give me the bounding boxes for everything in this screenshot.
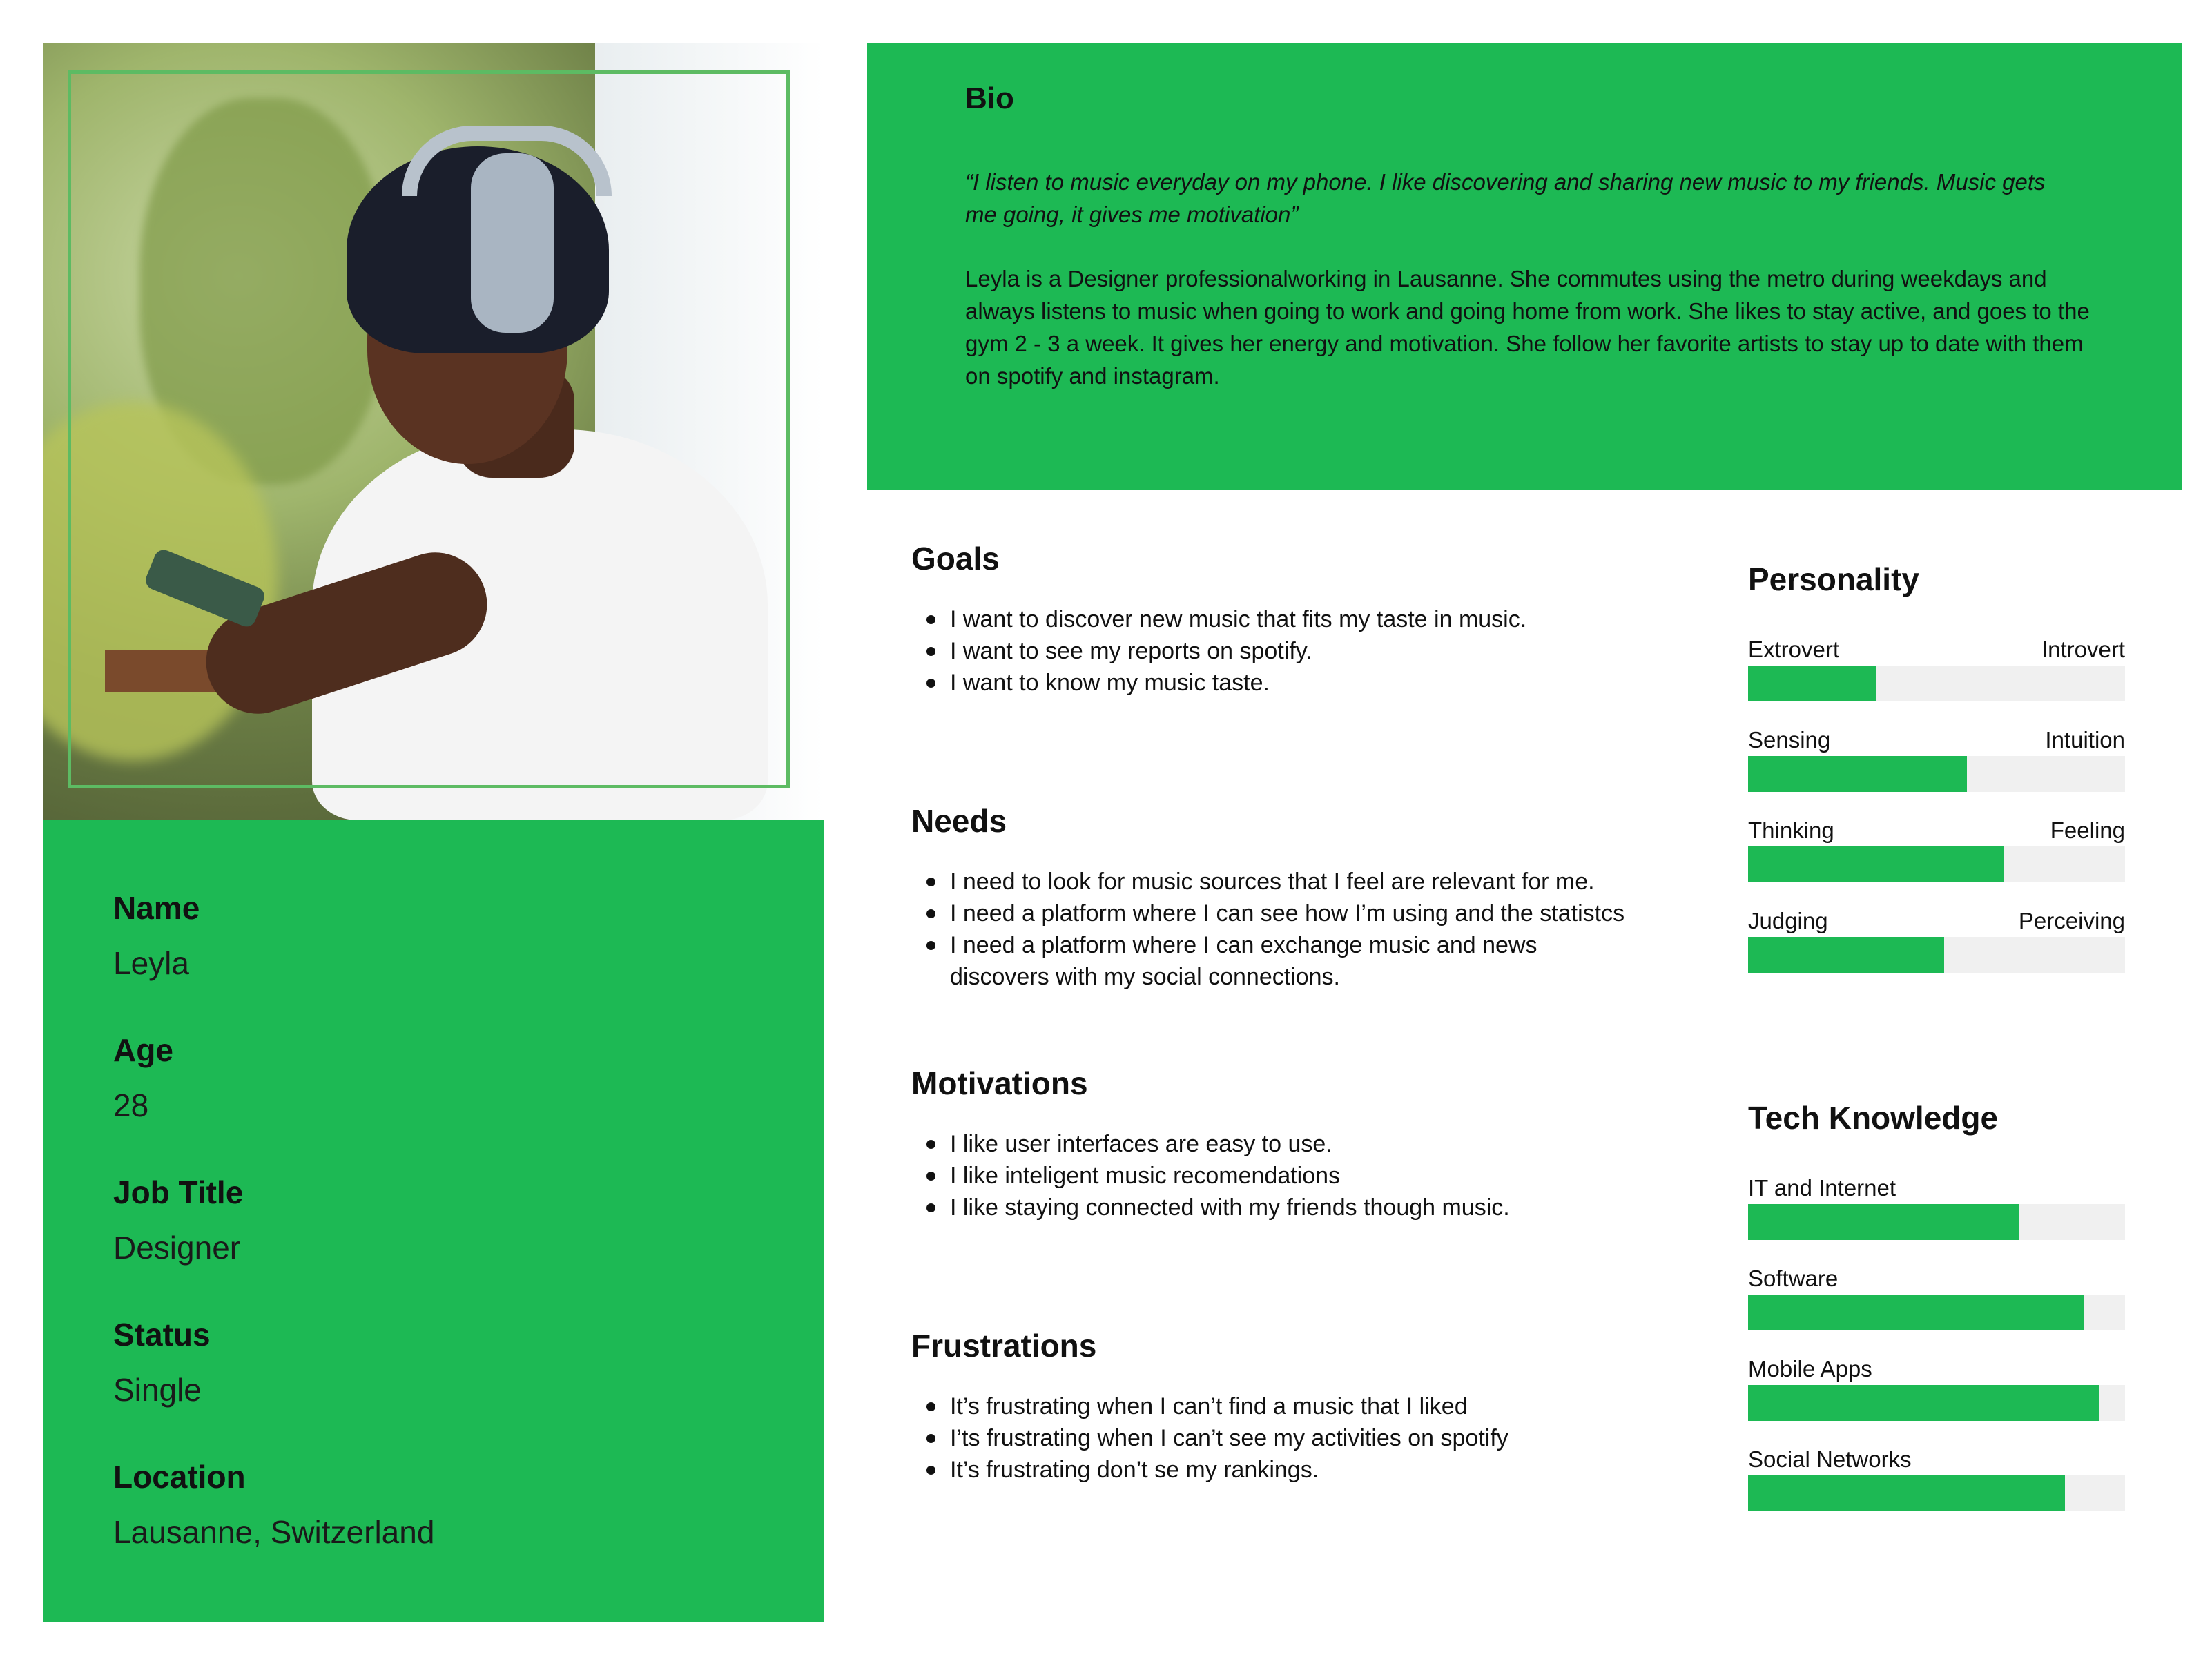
- photo-frame: [68, 70, 790, 788]
- status-label: Status: [113, 1317, 211, 1353]
- skill-bar-track: [1748, 1385, 2125, 1421]
- frustrations-title: Frustrations: [911, 1328, 1097, 1364]
- tech-skill-social-networks: [1748, 1445, 2125, 1511]
- trait-bar-fill: [1748, 937, 1944, 973]
- list-item: I like staying connected with my friends though music.: [950, 1192, 1709, 1223]
- trait-bar-fill: [1748, 846, 2004, 882]
- skill-bar-track: [1748, 1475, 2125, 1511]
- trait-bar-fill: [1748, 666, 1876, 701]
- job-title-label: Job Title: [113, 1174, 244, 1210]
- skill-label: Mobile Apps: [1748, 1356, 1872, 1382]
- personality-trait-sensing: [1748, 726, 2125, 792]
- age-value: 28: [113, 1087, 149, 1123]
- skill-bar-fill: [1748, 1385, 2099, 1421]
- list-item: It’s frustrating when I can’t find a music that I liked: [950, 1390, 1709, 1422]
- list-item: I like user interfaces are easy to use.: [950, 1128, 1709, 1160]
- motivations-list: [925, 1128, 1709, 1223]
- bio-quote: “I listen to music everyday on my phone. I like discovering and sharing new music to my friends. Music gets me going, it gives me motivation”: [965, 169, 2046, 227]
- list-item: I want to know my music taste.: [950, 667, 1709, 699]
- tech-skill-software: [1748, 1264, 2125, 1330]
- trait-bar-fill: [1748, 756, 1967, 792]
- tech-knowledge-title: Tech Knowledge: [1748, 1100, 1999, 1136]
- trait-bar-track: [1748, 937, 2125, 973]
- location-label: Location: [113, 1459, 246, 1495]
- trait-right-label: Introvert: [2041, 637, 2125, 662]
- skill-bar-fill: [1748, 1295, 2084, 1330]
- personality-title: Personality: [1748, 561, 1919, 597]
- goals-title: Goals: [911, 541, 1000, 576]
- bio-panel: [867, 43, 2182, 490]
- trait-right-label: Feeling: [2050, 817, 2125, 843]
- skill-bar-fill: [1748, 1475, 2065, 1511]
- motivations-title: Motivations: [911, 1065, 1088, 1101]
- age-label: Age: [113, 1032, 173, 1068]
- needs-title: Needs: [911, 803, 1007, 839]
- list-item: I need a platform where I can see how I’m using and the statistcs: [950, 898, 1709, 929]
- list-item: I need to look for music sources that I feel are relevant for me.: [950, 866, 1709, 898]
- bio-text: Leyla is a Designer professionalworking in Lausanne. She commutes using the metro during weekdays and always listens to music when going to work and going home from work. She likes to stay active, and goes to the gym 2 - 3 a week. It gives her energy and motivation. She follow her favorite artists to stay up to date with them on spotify and instagram.: [965, 266, 2090, 389]
- list-item: I want to discover new music that fits my taste in music.: [950, 603, 1709, 635]
- trait-right-label: Intuition: [2045, 727, 2125, 753]
- name-value: Leyla: [113, 945, 189, 981]
- skill-label: Social Networks: [1748, 1446, 1912, 1472]
- name-label: Name: [113, 890, 200, 926]
- location-value: Lausanne, Switzerland: [113, 1514, 435, 1550]
- list-item: I need a platform where I can exchange music and news discovers with my social connections.: [950, 929, 1640, 993]
- list-item: It’s frustrating don’t se my rankings.: [950, 1454, 1709, 1486]
- trait-bar-track: [1748, 666, 2125, 701]
- job-title-value: Designer: [113, 1230, 241, 1266]
- personality-trait-thinking: [1748, 816, 2125, 882]
- list-item: I like inteligent music recomendations: [950, 1160, 1709, 1192]
- status-value: Single: [113, 1372, 202, 1408]
- trait-left-label: Judging: [1748, 908, 1828, 933]
- persona-photo: [43, 43, 824, 820]
- trait-left-label: Thinking: [1748, 817, 1834, 843]
- needs-list: [925, 866, 1709, 993]
- trait-right-label: Perceiving: [2018, 908, 2125, 933]
- tech-skill-it: [1748, 1174, 2125, 1240]
- list-item: I want to see my reports on spotify.: [950, 635, 1709, 667]
- goals-list: [925, 603, 1709, 699]
- personality-trait-judging: [1748, 907, 2125, 973]
- bio-title: Bio: [965, 81, 1014, 115]
- skill-bar-track: [1748, 1295, 2125, 1330]
- skill-label: Software: [1748, 1266, 1839, 1291]
- trait-left-label: Sensing: [1748, 727, 1831, 753]
- trait-bar-track: [1748, 846, 2125, 882]
- frustrations-list: [925, 1390, 1709, 1486]
- skill-bar-track: [1748, 1204, 2125, 1240]
- trait-left-label: Extrovert: [1748, 637, 1840, 662]
- tech-skill-mobile-apps: [1748, 1355, 2125, 1421]
- list-item: I’ts frustrating when I can’t see my activities on spotify: [950, 1422, 1709, 1454]
- trait-bar-track: [1748, 756, 2125, 792]
- profile-card: [43, 820, 824, 1622]
- skill-bar-fill: [1748, 1204, 2019, 1240]
- skill-label: IT and Internet: [1748, 1175, 1896, 1201]
- personality-trait-extrovert: [1748, 635, 2125, 701]
